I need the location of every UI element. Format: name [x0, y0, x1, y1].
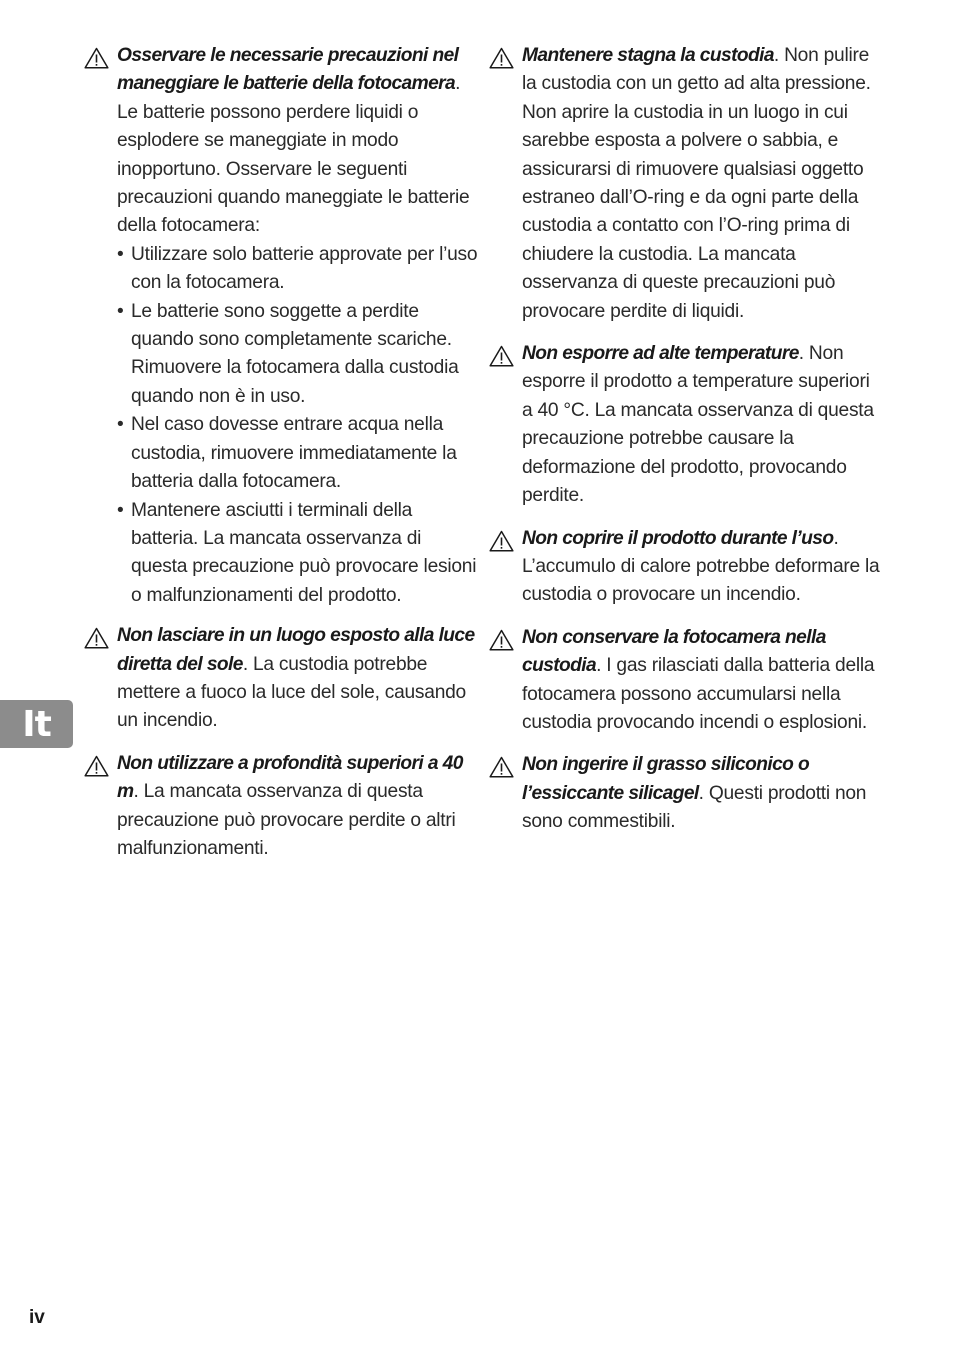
bullet-text: Utilizzare solo batterie approvate per l’uso con la fotocamera. [131, 243, 478, 294]
left-column [84, 42, 479, 877]
warning-cover [489, 525, 881, 610]
warning-text [117, 750, 479, 864]
warning-text [117, 42, 479, 241]
warning-triangle-icon [489, 530, 514, 552]
warning-heading: Non utilizzare a profondità superiori a 40 m [117, 752, 463, 803]
warning-battery-handling [84, 42, 479, 610]
warning-triangle-icon [489, 629, 514, 651]
bullet-text: Le batterie sono soggette a perdite quando sono completamente scariche. Rimuovere la fotocamera dalla custodia quando non è in uso. [131, 300, 459, 407]
warning-heading: Osservare le necessarie precauzioni nel maneggiare le batterie della fotocamera [117, 45, 459, 95]
warning-triangle-icon [489, 345, 514, 367]
warning-heading: Non coprire il prodotto durante l’uso [522, 527, 834, 549]
language-tab-label: It [22, 703, 51, 745]
warning-body: . La custodia potrebbe mettere a fuoco la luce del sole, causando un incendio. [117, 653, 466, 732]
bullet-text: Nel caso dovesse entrare acqua nella custodia, rimuovere immediatamente la batteria dalla fotocamera. [131, 414, 457, 493]
warning-triangle-icon [84, 627, 109, 649]
bullet-text: Mantenere asciutti i terminali della batteria. La mancata osservanza di questa precauzione può provocare lesioni o malfunzionamenti del prodotto. [131, 499, 477, 606]
warning-body: . Non esporre il prodotto a temperature superiori a 40 °C. La mancata osservanza di questa precauzione potrebbe causare la deformazione del prodotto, provocando perdite. [522, 343, 874, 507]
warning-watertight [489, 42, 881, 326]
warning-body: . Questi prodotti non sono commestibili. [522, 782, 867, 833]
warning-heading: Non esporre ad alte temperature [522, 343, 799, 365]
warning-body: . Non pulire la custodia con un getto ad alta pressione. Non aprire la custodia in un luogo in cui sarebbe esposta a polvere o sabbia, e assicurarsi di rimuovere qualsiasi oggetto estraneo dall’O-ring e da ogni parte della custodia a contatto con l’O-ring prima di chiudere la custodia. La mancata osservanza di queste precauzioni può provocare perdite di liquidi. [522, 45, 871, 322]
bullet-item: • Nel caso dovesse entrare acqua nella custodia, rimuovere immediatamente la batteria dalla fotocamera. [117, 414, 457, 493]
warning-triangle-icon [489, 47, 514, 69]
warning-temperature [489, 340, 881, 510]
warning-body: . Le batterie possono perdere liquidi o esplodere se maneggiate in modo inopportuno. Osservare le seguenti precauzioni quando maneggiate le batterie della fotocamera: [117, 73, 470, 237]
warning-storage [489, 624, 881, 738]
warning-body: . I gas rilasciati dalla batteria della fotocamera possono accumularsi nella custodia provocando incendi o esplosioni. [522, 655, 875, 733]
bullet-item: • Mantenere asciutti i terminali della batteria. La mancata osservanza di questa precauzione può provocare lesioni o malfunzionamenti del prodotto. [117, 499, 477, 606]
page-number: iv [29, 1307, 45, 1328]
warning-text [522, 42, 881, 326]
warning-text [522, 624, 881, 738]
warning-sunlight [84, 622, 479, 736]
warning-depth [84, 750, 479, 864]
warning-text [522, 340, 881, 510]
warning-body: . L’accumulo di calore potrebbe deformare la custodia o provocare un incendio. [522, 527, 880, 606]
warning-ingest [489, 751, 881, 836]
warning-body: . La mancata osservanza di questa precauzione può provocare perdite o altri malfunzionamenti. [117, 781, 456, 859]
warning-triangle-icon [84, 755, 109, 777]
right-column [489, 42, 881, 851]
warning-text [522, 525, 881, 610]
warning-heading: Mantenere stagna la custodia [522, 45, 774, 66]
bullet-item: • Utilizzare solo batterie approvate per l’uso con la fotocamera. [117, 243, 478, 294]
bullet-list [117, 241, 479, 610]
bullet-item: • Le batterie sono soggette a perdite quando sono completamente scariche. Rimuovere la fotocamera dalla custodia quando non è in uso. [117, 300, 459, 407]
language-tab [0, 700, 73, 748]
warning-heading: Non ingerire il grasso siliconico o l’essiccante silicagel [522, 754, 810, 804]
warning-triangle-icon [84, 47, 109, 69]
warning-text [522, 751, 881, 836]
warning-heading: Non conservare la fotocamera nella custodia [522, 626, 826, 677]
warning-heading: Non lasciare in un luogo esposto alla luce diretta del sole [117, 625, 475, 675]
warning-triangle-icon [489, 756, 514, 778]
warning-text [117, 622, 479, 736]
